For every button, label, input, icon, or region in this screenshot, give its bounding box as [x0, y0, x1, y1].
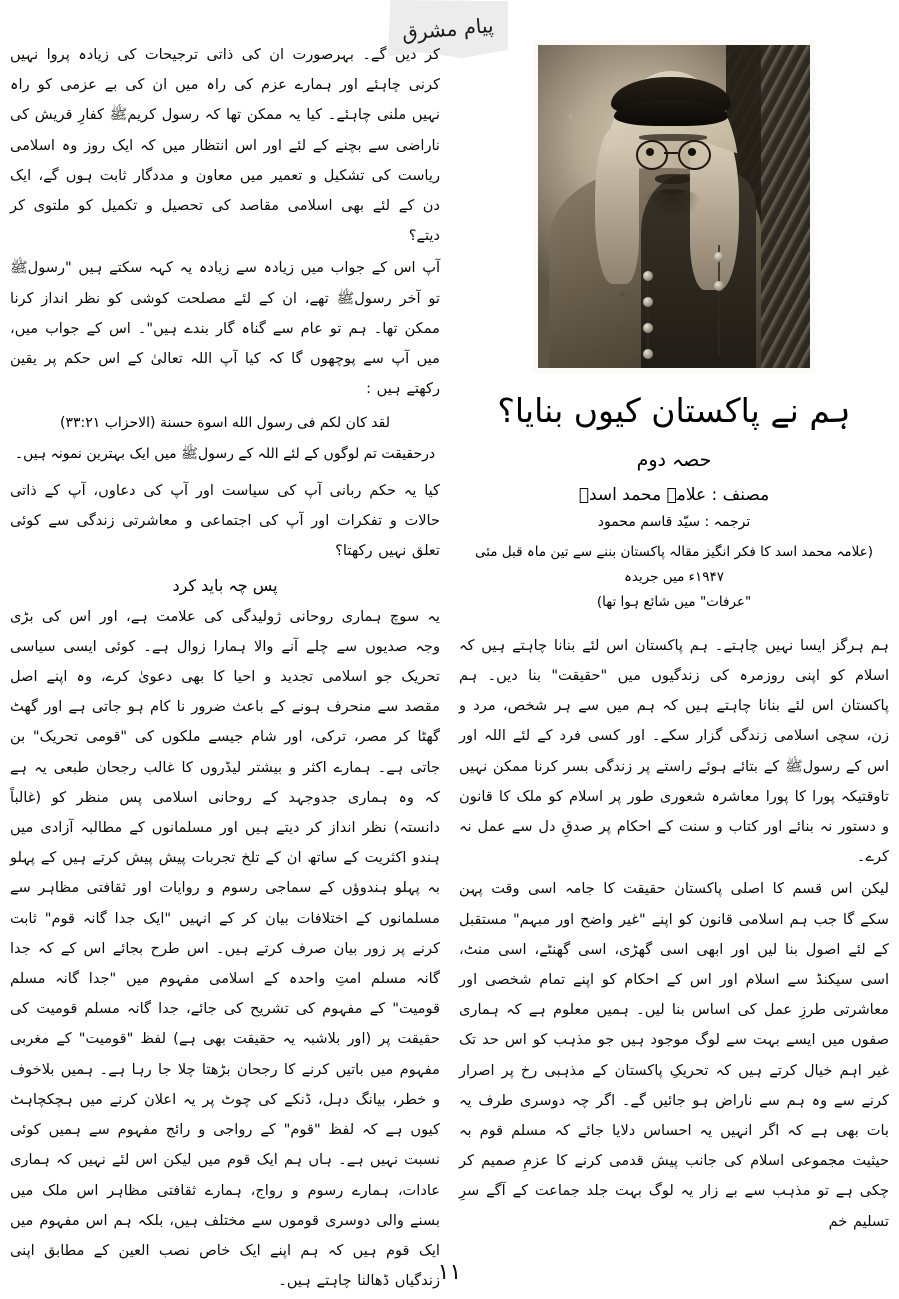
- article-translator: ترجمہ : سیّد قاسم محمود: [597, 513, 751, 530]
- quran-verse-translation: درحقیقت تم لوگوں کے لئے اللہ کے رسولﷺ میں ایک بہترین نمونہ ہیں۔: [14, 446, 436, 463]
- column-left: [10, 40, 440, 1298]
- section-subheading: پس چہ باید کرد: [172, 575, 278, 595]
- photo-grain-texture: [538, 45, 810, 368]
- article-title: ہم نے پاکستان کیوں بنایا؟: [497, 391, 851, 430]
- source-note-line-2: "عرفات" میں شائع ہوا تھا): [596, 593, 752, 610]
- body-paragraph: کیا یہ حکم ربانی آپ کی سیاست اور آپ کی دعاوں، آپ کے ذاتی حالات و تفکرات اور آپ کی اجتماعی و معاشرتی زندگی سے کوئی تعلق نہیں رکھتا؟: [10, 482, 440, 560]
- body-paragraph: کر دیں گے۔ بہرصورت ان کی ذاتی ترجیحات کی زیادہ پروا نہیں کرنی چاہئے اور ہمارے عزم کی راہ میں ان کی بے عزمی کو راہ نہیں ملنی چاہئے۔ کیا یہ ممکن تھا کہ رسول کریمﷺ کفارِ قریش کی ناراضی سے بچنے کے لئے اور اس انتظار میں کہ ایک روز وہ اسلامی ریاست کی تشکیل و تعمیر میں معاون و مددگار ثابت ہوں گے، ایک دن کے لئے بھی اسلامی مقاصد کی تحصیل و تکمیل کو ملتوی کر دیتے؟: [10, 46, 440, 245]
- column-right: [459, 40, 889, 1239]
- page-number: ١١: [437, 1260, 462, 1285]
- author-portrait-photo: [538, 45, 810, 368]
- article-source-note: [459, 540, 889, 615]
- body-paragraph: یہ سوچ ہماری روحانی ژولیدگی کی علامت ہے، اور اس کی بڑی وجہ صدیوں سے چلے آنے والا ہمارا زوال ہے۔ کوئی ایسی سیاسی تحریک جو اسلامی تجدید و احیا کا بھی دعویٰ کرے، وہ اپنے اصل مقصد سے منحرف ہونے کے باعث ضرور نا کام ہو جاتی ہے اور گھٹ گھٹا کر مصر، ترکی، اور شام جیسے ملکوں کی "قومی تحریک" بن جاتی ہے۔ ہمارے اکثر و بیشتر لیڈروں کا غالب رجحان طبعی یہ ہے کہ وہ ہماری جدوجہد کے روحانی اسلامی پس منظر کو (غالباً دانستہ) نظر انداز کر دیتے ہیں اور مسلمانوں کے مطالبہ آزادی میں ہندو اکثریت کے ساتھ ان کے تلخ تجربات پیش پیش کرتے ہیں کے پہلو بہ پہلو ہندوؤں کے سماجی رسوم و روایات اور ثقافتی مظاہر سے مسلمانوں کے اختلافات بیان کر کے انہیں "ایک جدا گانہ قوم" ثابت کرنے پر زور بیان صرف کرتے ہیں۔ اس طرح بجائے اس کے کہ جدا گانہ مسلم امتِ واحدہ کے اسلامی مفہوم میں "جدا گانہ مسلم قومیت" کے مفہوم کی تشریح کی جائے، جدا گانہ مسلم قومیت کی حقیقت پر (اور بلاشبہ یہ حقیقت بھی ہے) لفظ "قومیت" کے مغربی مفہوم میں باتیں کرنے کا رجحان بڑھتا چلا جا رہا ہے۔ ہمیں بلاخوف و خطر، بیانگ دہل، ڈنکے کی چوٹ پر یہ اعلان کرنے میں ہچکچاہٹ کیوں ہے کہ لفظ "قوم" کے رواجی و رائج مفہوم سے ہمیں کوئی نسبت نہیں ہے۔ ہاں ہم ایک قوم میں لیکن اس لئے نہیں کہ ہماری عادات، ہمارے رسوم و رواج، ہمارے ثقافتی مظاہر اس ملک میں بسنے والی دوسری قوموں سے مختلف ہیں، بلکہ ہم اس مفہوم میں ایک قوم ہیں کہ ہم اپنے ایک خاص نصب العین کے مطابق اپنی زندگیاں ڈھالنا چاہتے ہیں۔: [10, 607, 440, 1290]
- body-paragraph: ہم ہرگز ایسا نہیں چاہتے۔ ہم پاکستان اس لئے بنانا چاہتے ہیں کہ اسلام کو اپنی روزمرہ کی زندگیوں میں "حقیقت" بنا دیں۔ ہم پاکستان اس لئے بنانا چاہتے ہیں کہ ہم میں سے ہر شخص، مرد و زن، سچی اسلامی زندگی گزار سکے۔ اور کسی فرد کے لئے اللہ اور اس کے رسولﷺ کے بتائے ہوئے راستے پر زندگی بسر کرنا ممکن نہیں تاوقتیکہ پورا کا پورا معاشرہ شعوری طور پر اسلام کو ملک کا قانون و دستور نہ بنائے اور کتاب و سنت کے احکام پر صدقِ دل سے عمل نہ کرے۔: [459, 636, 889, 866]
- quran-verse: لقد كان لكم فى رسول الله اسوة حسنة (الاحزاب ۳۳:۲۱): [60, 415, 390, 432]
- article-part-label: حصہ دوم: [636, 448, 712, 471]
- body-paragraph: آپ اس کے جواب میں زیادہ سے زیادہ یہ کہہ سکتے ہیں "رسولﷺ تو آخر رسولﷺ تھے، ان کے لئے مصلحت کوشی کو نظر انداز کرنا ممکن تھا۔ ہم تو عام سے گناہ گار بندے ہیں"۔ اس کے جواب میں، میں آپ سے پوچھوں گا کہ کیا آپ اللہ تعالیٰ کے اس حکم پر یقین رکھتے ہیں :: [10, 259, 440, 398]
- article-author: مصنف : علامہ محمد اسدؒ: [578, 484, 770, 505]
- source-note-line-1: (علامہ محمد اسد کا فکر انگیز مقالہ پاکستان بننے سے تین ماہ قبل مئی ۱۹۴۷ء میں جریدہ: [474, 543, 874, 585]
- author-portrait-frame: [533, 40, 815, 373]
- body-paragraph: لیکن اس قسم کا اصلی پاکستان حقیقت کا جامہ اسی وقت پہن سکے گا جب ہم اسلامی قانون کو اپنے "غیر واضح اور مبہم" مستقبل کے لئے اصول بنا لیں اور ابھی اسی گھڑی، اسی گھنٹے، اسی منٹ، اسی سیکنڈ سے اسلام اور اس کے احکام کو اپنے تمام شخصی اور معاشرتی طرزِ عمل کی اساس بنا لیں۔ ہمیں معلوم ہے کہ ہماری صفوں میں ایسے بہت سے لوگ موجود ہیں جو مذہب کو اس حد تک غیر اہم خیال کرتے ہیں کہ تحریکِ پاکستان کے مذہبی رخ پر اصرار کرنے سے وہ ہم سے ناراض ہو جائیں گے۔ اگر چہ دوسری طرف یہ بات بھی ہے کہ اگر انہیں یہ احساس دلایا جائے کہ مسلم قوم بہ حیثیت مجموعی اسلام کی جانب پیش قدمی کرنے کا عزمِ صمیم کر چکی ہے تو مذہب سے بے زار یہ لوگ بہت جلد جماعت کے آگے سرِ تسلیم خم: [459, 880, 889, 1230]
- masthead-title: پیام مشرق: [401, 13, 495, 45]
